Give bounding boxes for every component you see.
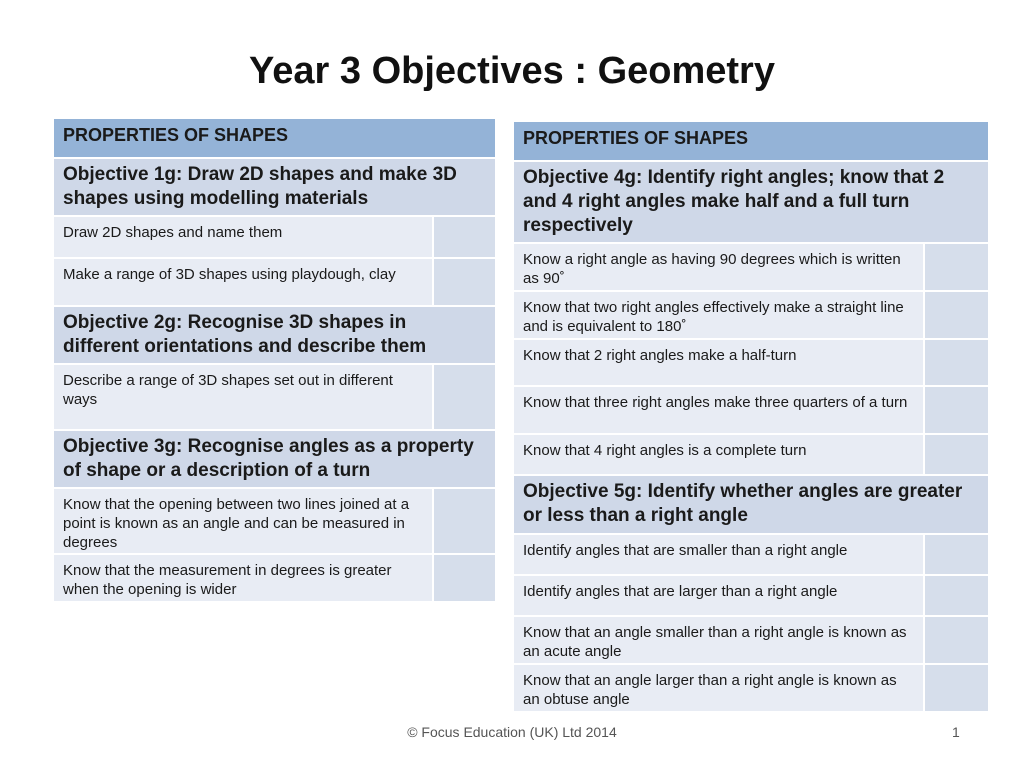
check-cell[interactable] bbox=[924, 534, 989, 575]
check-cell[interactable] bbox=[924, 616, 989, 664]
check-cell[interactable] bbox=[433, 364, 496, 430]
item-text: Draw 2D shapes and name them bbox=[53, 216, 433, 258]
table-header-row bbox=[53, 118, 496, 158]
objective-title: Objective 4g: Identify right angles; know that 2 and 4 right angles make half and a full turn respectively bbox=[513, 161, 989, 243]
table-row bbox=[513, 243, 989, 291]
objective-row bbox=[513, 475, 989, 534]
check-cell[interactable] bbox=[433, 554, 496, 602]
table-header: PROPERTIES OF SHAPES bbox=[53, 118, 496, 158]
item-text: Know that three right angles make three quarters of a turn bbox=[513, 386, 924, 434]
objective-title: Objective 3g: Recognise angles as a property of shape or a description of a turn bbox=[53, 430, 496, 488]
objective-title: Objective 1g: Draw 2D shapes and make 3D shapes using modelling materials bbox=[53, 158, 496, 216]
table-row bbox=[513, 575, 989, 616]
item-text: Know that two right angles effectively make a straight line and is equivalent to 180˚ bbox=[513, 291, 924, 339]
item-text: Make a range of 3D shapes using playdough, clay bbox=[53, 258, 433, 306]
item-text: Know that the opening between two lines joined at a point is known as an angle and can be measured in degrees bbox=[53, 488, 433, 554]
table-row bbox=[53, 364, 496, 430]
item-text: Identify angles that are smaller than a right angle bbox=[513, 534, 924, 575]
item-text: Know that 2 right angles make a half-turn bbox=[513, 339, 924, 386]
objective-row bbox=[53, 306, 496, 364]
table-header-row bbox=[513, 121, 989, 161]
item-text: Know that 4 right angles is a complete turn bbox=[513, 434, 924, 475]
objective-title: Objective 5g: Identify whether angles are greater or less than a right angle bbox=[513, 475, 989, 534]
objective-row bbox=[513, 161, 989, 243]
right-objectives-table bbox=[512, 120, 990, 713]
table-header: PROPERTIES OF SHAPES bbox=[513, 121, 989, 161]
item-text: Describe a range of 3D shapes set out in different ways bbox=[53, 364, 433, 430]
table-row bbox=[53, 554, 496, 602]
check-cell[interactable] bbox=[433, 258, 496, 306]
item-text: Know a right angle as having 90 degrees which is written as 90˚ bbox=[513, 243, 924, 291]
table-row bbox=[513, 386, 989, 434]
check-cell[interactable] bbox=[924, 243, 989, 291]
table-row bbox=[53, 258, 496, 306]
check-cell[interactable] bbox=[433, 488, 496, 554]
table-row bbox=[513, 664, 989, 712]
item-text: Know that the measurement in degrees is greater when the opening is wider bbox=[53, 554, 433, 602]
table-row bbox=[53, 488, 496, 554]
page-number: 1 bbox=[952, 724, 960, 740]
check-cell[interactable] bbox=[924, 386, 989, 434]
table-row bbox=[53, 216, 496, 258]
table-row bbox=[513, 616, 989, 664]
check-cell[interactable] bbox=[924, 434, 989, 475]
check-cell[interactable] bbox=[924, 575, 989, 616]
objective-title: Objective 2g: Recognise 3D shapes in different orientations and describe them bbox=[53, 306, 496, 364]
objective-row bbox=[53, 430, 496, 488]
left-objectives-table bbox=[52, 117, 497, 603]
item-text: Identify angles that are larger than a right angle bbox=[513, 575, 924, 616]
page-title: Year 3 Objectives : Geometry bbox=[249, 50, 775, 92]
item-text: Know that an angle smaller than a right angle is known as an acute angle bbox=[513, 616, 924, 664]
item-text: Know that an angle larger than a right angle is known as an obtuse angle bbox=[513, 664, 924, 712]
table-row bbox=[513, 534, 989, 575]
check-cell[interactable] bbox=[924, 291, 989, 339]
objective-row bbox=[53, 158, 496, 216]
table-row bbox=[513, 434, 989, 475]
check-cell[interactable] bbox=[433, 216, 496, 258]
copyright-footer: © Focus Education (UK) Ltd 2014 bbox=[407, 724, 617, 740]
table-row bbox=[513, 291, 989, 339]
check-cell[interactable] bbox=[924, 664, 989, 712]
table-row bbox=[513, 339, 989, 386]
check-cell[interactable] bbox=[924, 339, 989, 386]
